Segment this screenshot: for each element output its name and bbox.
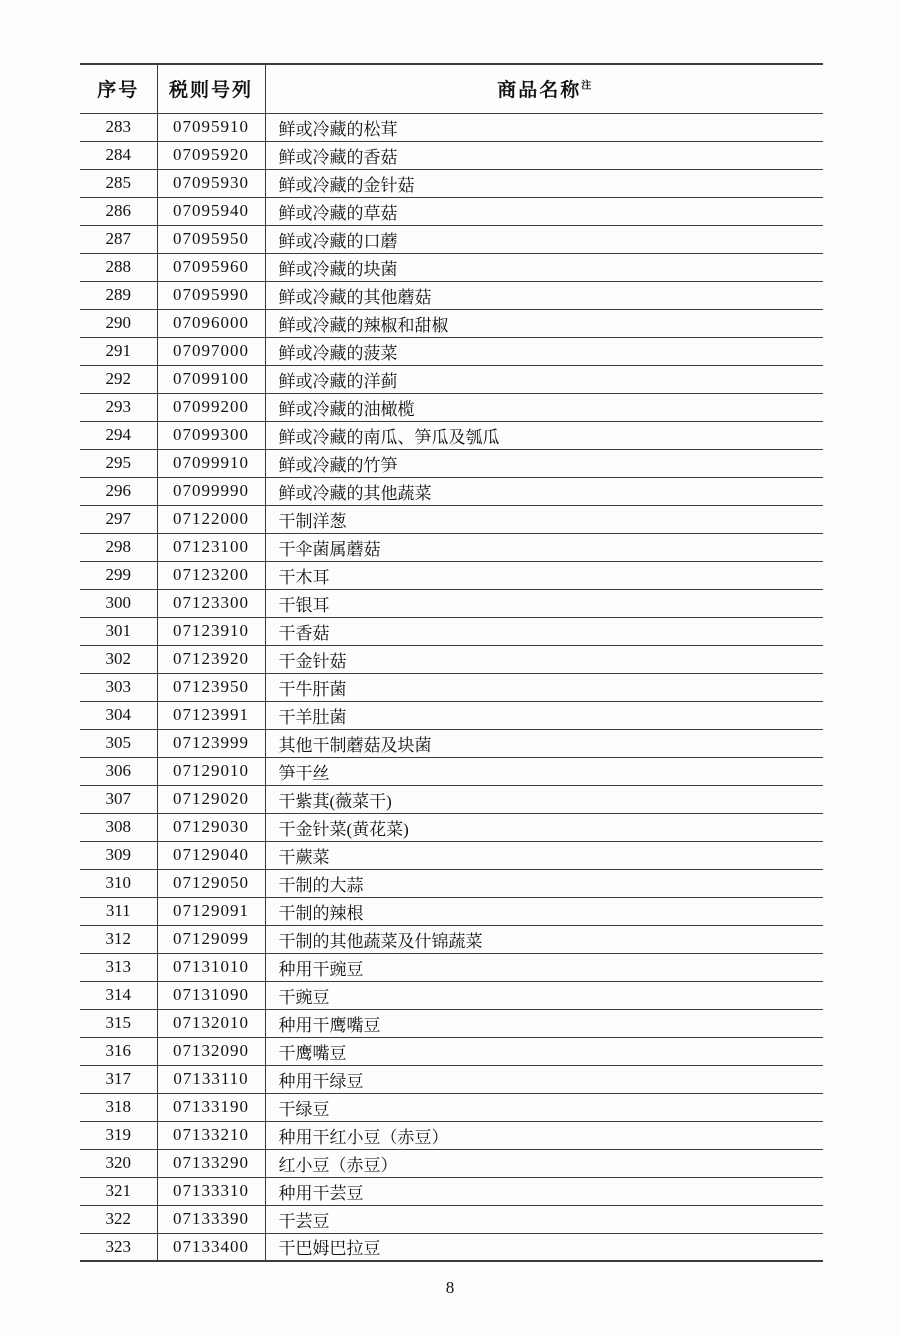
row-seq-cell: 310 (80, 869, 157, 897)
table-row (80, 617, 823, 645)
row-code-cell: 07099200 (157, 393, 265, 421)
row-seq-cell: 322 (80, 1205, 157, 1233)
note-superscript: 注 (581, 80, 592, 92)
row-name-cell: 干豌豆 (265, 981, 823, 1009)
row-seq-cell: 291 (80, 337, 157, 365)
row-seq-cell: 318 (80, 1093, 157, 1121)
table-row (80, 925, 823, 953)
row-code-cell: 07132090 (157, 1037, 265, 1065)
row-name-cell: 干金针菇 (265, 645, 823, 673)
row-seq-cell: 305 (80, 729, 157, 757)
table-row (80, 281, 823, 309)
row-code-cell: 07123200 (157, 561, 265, 589)
row-seq-cell: 289 (80, 281, 157, 309)
table-row (80, 645, 823, 673)
row-name-cell: 种用干绿豆 (265, 1065, 823, 1093)
row-seq-cell: 285 (80, 169, 157, 197)
row-code-cell: 07097000 (157, 337, 265, 365)
row-name-cell: 干制洋葱 (265, 505, 823, 533)
row-seq-cell: 295 (80, 449, 157, 477)
row-name-cell: 鲜或冷藏的洋蓟 (265, 365, 823, 393)
row-name-cell: 鲜或冷藏的块菌 (265, 253, 823, 281)
table-row (80, 225, 823, 253)
row-code-cell: 07133290 (157, 1149, 265, 1177)
row-name-cell: 干羊肚菌 (265, 701, 823, 729)
table-row (80, 365, 823, 393)
table-header (80, 64, 823, 113)
row-code-cell: 07099910 (157, 449, 265, 477)
table-row (80, 1149, 823, 1177)
table-row (80, 757, 823, 785)
row-code-cell: 07095940 (157, 197, 265, 225)
row-code-cell: 07133210 (157, 1121, 265, 1149)
table-body (80, 113, 823, 1261)
row-name-cell: 干蕨菜 (265, 841, 823, 869)
row-seq-cell: 306 (80, 757, 157, 785)
table-row (80, 477, 823, 505)
row-code-cell: 07129050 (157, 869, 265, 897)
row-seq-cell: 298 (80, 533, 157, 561)
column-header-seq: 序号 (80, 64, 157, 113)
row-name-cell: 干巴姆巴拉豆 (265, 1233, 823, 1261)
row-code-cell: 07129030 (157, 813, 265, 841)
row-code-cell: 07129091 (157, 897, 265, 925)
row-code-cell: 07123910 (157, 617, 265, 645)
row-code-cell: 07123999 (157, 729, 265, 757)
table-row (80, 953, 823, 981)
row-name-cell: 干制的大蒜 (265, 869, 823, 897)
row-name-cell: 鲜或冷藏的菠菜 (265, 337, 823, 365)
table-row (80, 1233, 823, 1261)
row-seq-cell: 294 (80, 421, 157, 449)
row-seq-cell: 323 (80, 1233, 157, 1261)
row-name-cell: 笋干丝 (265, 757, 823, 785)
row-seq-cell: 303 (80, 673, 157, 701)
row-code-cell: 07131010 (157, 953, 265, 981)
table-row (80, 393, 823, 421)
row-seq-cell: 313 (80, 953, 157, 981)
page-number: 8 (445, 1278, 455, 1297)
table-row (80, 561, 823, 589)
row-seq-cell: 309 (80, 841, 157, 869)
row-seq-cell: 319 (80, 1121, 157, 1149)
tariff-table (80, 63, 823, 1262)
table-row (80, 1205, 823, 1233)
row-code-cell: 07133390 (157, 1205, 265, 1233)
table-row (80, 673, 823, 701)
table-row (80, 701, 823, 729)
row-name-cell: 其他干制蘑菇及块菌 (265, 729, 823, 757)
row-name-cell: 干制的其他蔬菜及什锦蔬菜 (265, 925, 823, 953)
row-name-cell: 鲜或冷藏的草菇 (265, 197, 823, 225)
table-row (80, 1065, 823, 1093)
row-seq-cell: 301 (80, 617, 157, 645)
row-seq-cell: 284 (80, 141, 157, 169)
row-name-cell: 鲜或冷藏的南瓜、笋瓜及瓠瓜 (265, 421, 823, 449)
row-seq-cell: 290 (80, 309, 157, 337)
row-seq-cell: 288 (80, 253, 157, 281)
row-name-cell: 干芸豆 (265, 1205, 823, 1233)
row-seq-cell: 321 (80, 1177, 157, 1205)
row-code-cell: 07123991 (157, 701, 265, 729)
row-name-cell: 种用干芸豆 (265, 1177, 823, 1205)
row-name-cell: 种用干鹰嘴豆 (265, 1009, 823, 1037)
table-row (80, 1121, 823, 1149)
table-row (80, 785, 823, 813)
row-code-cell: 07129040 (157, 841, 265, 869)
row-seq-cell: 316 (80, 1037, 157, 1065)
row-name-cell: 种用干红小豆（赤豆） (265, 1121, 823, 1149)
row-code-cell: 07129099 (157, 925, 265, 953)
table-row (80, 505, 823, 533)
row-seq-cell: 283 (80, 113, 157, 141)
table-row (80, 337, 823, 365)
row-name-cell: 鲜或冷藏的松茸 (265, 113, 823, 141)
row-code-cell: 07133190 (157, 1093, 265, 1121)
row-name-cell: 种用干豌豆 (265, 953, 823, 981)
row-seq-cell: 297 (80, 505, 157, 533)
row-code-cell: 07095950 (157, 225, 265, 253)
row-seq-cell: 311 (80, 897, 157, 925)
row-seq-cell: 320 (80, 1149, 157, 1177)
row-name-cell: 干银耳 (265, 589, 823, 617)
table-row (80, 897, 823, 925)
table-row (80, 1177, 823, 1205)
table-row (80, 421, 823, 449)
table-row (80, 169, 823, 197)
table-row (80, 869, 823, 897)
row-name-cell: 鲜或冷藏的口蘑 (265, 225, 823, 253)
row-code-cell: 07129020 (157, 785, 265, 813)
table-row (80, 1093, 823, 1121)
row-seq-cell: 293 (80, 393, 157, 421)
row-name-cell: 鲜或冷藏的其他蘑菇 (265, 281, 823, 309)
row-seq-cell: 314 (80, 981, 157, 1009)
row-seq-cell: 286 (80, 197, 157, 225)
table-row (80, 253, 823, 281)
row-code-cell: 07099300 (157, 421, 265, 449)
row-name-cell: 干绿豆 (265, 1093, 823, 1121)
table-row (80, 449, 823, 477)
row-seq-cell: 304 (80, 701, 157, 729)
row-code-cell: 07123950 (157, 673, 265, 701)
row-code-cell: 07099990 (157, 477, 265, 505)
table-row (80, 113, 823, 141)
row-code-cell: 07131090 (157, 981, 265, 1009)
column-header-name (265, 64, 823, 113)
row-seq-cell: 302 (80, 645, 157, 673)
row-name-cell: 干金针菜(黄花菜) (265, 813, 823, 841)
row-seq-cell: 287 (80, 225, 157, 253)
row-name-cell: 鲜或冷藏的油橄榄 (265, 393, 823, 421)
row-seq-cell: 307 (80, 785, 157, 813)
table-header-row (80, 64, 823, 113)
row-name-cell: 干香菇 (265, 617, 823, 645)
row-name-cell: 干木耳 (265, 561, 823, 589)
row-name-cell: 鲜或冷藏的其他蔬菜 (265, 477, 823, 505)
row-code-cell: 07122000 (157, 505, 265, 533)
table-row (80, 141, 823, 169)
row-code-cell: 07123920 (157, 645, 265, 673)
table-row (80, 309, 823, 337)
table-row (80, 1037, 823, 1065)
table-row (80, 813, 823, 841)
table-row (80, 1009, 823, 1037)
row-code-cell: 07123300 (157, 589, 265, 617)
row-name-cell: 干鹰嘴豆 (265, 1037, 823, 1065)
row-seq-cell: 308 (80, 813, 157, 841)
row-code-cell: 07099100 (157, 365, 265, 393)
row-name-cell: 干制的辣根 (265, 897, 823, 925)
row-name-cell: 干紫萁(薇菜干) (265, 785, 823, 813)
row-name-cell: 红小豆（赤豆） (265, 1149, 823, 1177)
row-seq-cell: 300 (80, 589, 157, 617)
row-name-cell: 干牛肝菌 (265, 673, 823, 701)
table-row (80, 533, 823, 561)
row-name-cell: 鲜或冷藏的辣椒和甜椒 (265, 309, 823, 337)
table-row (80, 729, 823, 757)
row-code-cell: 07133310 (157, 1177, 265, 1205)
row-seq-cell: 292 (80, 365, 157, 393)
table-row (80, 841, 823, 869)
table-row (80, 197, 823, 225)
row-code-cell: 07129010 (157, 757, 265, 785)
row-seq-cell: 312 (80, 925, 157, 953)
column-header-code: 税则号列 (157, 64, 265, 113)
row-name-cell: 鲜或冷藏的竹笋 (265, 449, 823, 477)
row-code-cell: 07132010 (157, 1009, 265, 1037)
row-seq-cell: 299 (80, 561, 157, 589)
column-header-name-label: 商品名称 (497, 80, 582, 102)
row-code-cell: 07133110 (157, 1065, 265, 1093)
row-code-cell: 07133400 (157, 1233, 265, 1261)
row-code-cell: 07095990 (157, 281, 265, 309)
row-code-cell: 07095960 (157, 253, 265, 281)
row-code-cell: 07095930 (157, 169, 265, 197)
row-code-cell: 07095920 (157, 141, 265, 169)
row-name-cell: 鲜或冷藏的香菇 (265, 141, 823, 169)
row-name-cell: 鲜或冷藏的金针菇 (265, 169, 823, 197)
table-row (80, 589, 823, 617)
table-row (80, 981, 823, 1009)
row-code-cell: 07123100 (157, 533, 265, 561)
row-seq-cell: 317 (80, 1065, 157, 1093)
row-seq-cell: 296 (80, 477, 157, 505)
row-seq-cell: 315 (80, 1009, 157, 1037)
row-name-cell: 干伞菌属蘑菇 (265, 533, 823, 561)
row-code-cell: 07096000 (157, 309, 265, 337)
row-code-cell: 07095910 (157, 113, 265, 141)
